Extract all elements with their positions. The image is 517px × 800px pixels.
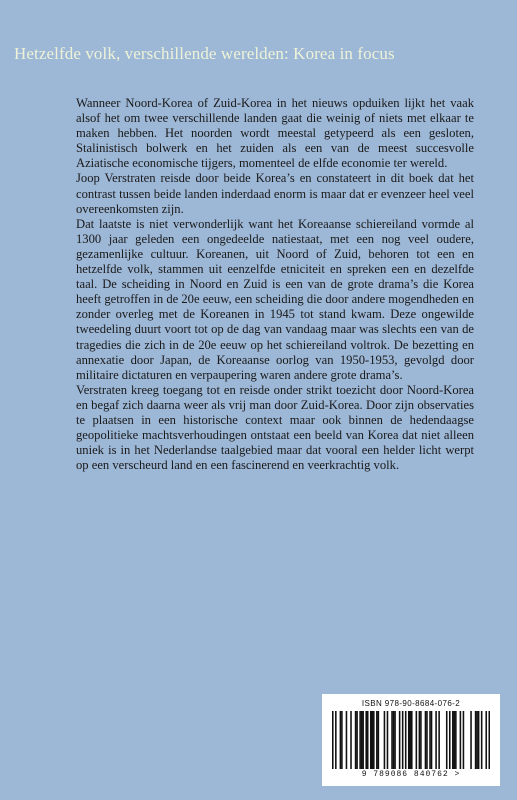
barcode-bar (481, 711, 483, 769)
barcode-bar (405, 711, 407, 769)
barcode-bar (376, 711, 378, 769)
barcode-bar (470, 711, 472, 769)
barcode-bar (438, 711, 440, 769)
barcode-bar (452, 711, 454, 769)
barcode-bar (359, 711, 361, 769)
barcode-bar (361, 711, 363, 769)
barcode-bar (454, 711, 456, 769)
barcode-bar (425, 711, 427, 769)
barcode-bar (367, 711, 369, 769)
barcode-bar (446, 711, 448, 769)
barcode-bar (408, 711, 410, 769)
barcode-bar (340, 711, 342, 769)
barcode-box (322, 694, 500, 786)
barcode-bar (426, 711, 428, 769)
barcode-bar (356, 711, 358, 769)
barcode-bar (341, 711, 343, 769)
barcode-bar (387, 711, 389, 769)
barcode-icon (332, 711, 490, 769)
barcode-bar (449, 711, 451, 769)
barcode-bar (416, 711, 418, 769)
barcode-bar (455, 711, 457, 769)
barcode-bar (402, 711, 404, 769)
barcode-bar (365, 711, 367, 769)
barcode-bar (429, 711, 431, 769)
barcode-bar (475, 711, 477, 769)
barcode-bar (332, 711, 334, 769)
barcode-bar (391, 711, 393, 769)
barcode-bar (476, 711, 478, 769)
blurb-text (76, 96, 474, 473)
blurb-paragraph: Verstraten kreeg toegang tot en reisde onder strikt toezicht door Noord-Korea en begaf zich daarna weer als vrij man door Zuid-Korea. Door zijn observaties te plaatsen in een historische context maar ook binnen de hedendaagse geopolitieke machtsverhoudingen ontstaat een beeld van Korea dat niet alleen uniek is in het Nederlandse taalgebied maar dat vooral een helder licht werpt op een verscheurd land en een fascinerend en veerkrachtig volk. (76, 382, 474, 473)
barcode-bar (460, 711, 462, 769)
barcode-bar (378, 711, 380, 769)
barcode-bar (393, 711, 395, 769)
barcode-bar (373, 711, 375, 769)
barcode-bar (411, 711, 413, 769)
barcode-bar (350, 711, 352, 769)
barcode-bar (335, 711, 337, 769)
barcode-bar (399, 711, 401, 769)
barcode-bar (362, 711, 364, 769)
cover-heading: Hetzelfde volk, verschillende werelden: Korea in focus (14, 44, 395, 63)
barcode-bar (346, 711, 348, 769)
barcode-bar (372, 711, 374, 769)
barcode-bar (431, 711, 433, 769)
barcode-bar (478, 711, 480, 769)
barcode-bar (384, 711, 386, 769)
blurb-paragraph: Dat laatste is niet verwonderlijk want het Koreaanse schiereiland vormde al 1300 jaar geleden een ongedeelde natiestaat, met een nog veel oudere, gezamenlijke cultuur. Koreanen, uit Noord of Zuid, behoren tot een en hetzelfde volk, stammen uit eenzelfde etniciteit en spreken een en dezelfde taal. De scheiding in Noord en Zuid is een van de grote drama’s die Korea heeft getroffen in de 20e eeuw, een scheiding die door andere mogendheden en zonder overleg met de Koreanen in 1945 tot stand kwam. Deze ongewilde tweedeling duurt voort tot op de dag van vandaag maar was slechts een van de tragedies die zich in de 20e eeuw op het schiereiland voltrok. De bezetting en annexatie door Japan, de Koreaanse oorlog van 1950-1953, gevolgd door militaire dictaturen en verpaupering waren andere grote drama’s. (76, 216, 474, 382)
barcode-bar (435, 711, 437, 769)
barcode-bar (409, 711, 411, 769)
barcode-bar (355, 711, 357, 769)
isbn-label: ISBN 978-90-8684-076-2 (361, 699, 461, 708)
barcode-bar (485, 711, 487, 769)
barcode-digits: 9 789086 840762 > (361, 770, 461, 779)
barcode-bar (370, 711, 372, 769)
barcode-bar (488, 711, 490, 769)
barcode-bar (463, 711, 465, 769)
blurb-paragraph: Wanneer Noord-Korea of Zuid-Korea in het nieuws opduiken lijkt het vaak alsof het om twee verschillende landen gaat die weinig of niets met elkaar te maken hebben. Het noorden wordt meestal getypeerd als een gesloten, Stalinistisch bolwerk en het zuiden als een van de meest succesvolle Aziatische economische tijgers, momenteel de elfde economie ter wereld. (76, 96, 474, 171)
barcode-bar (420, 711, 422, 769)
barcode-bar (394, 711, 396, 769)
blurb-paragraph: Joop Verstraten reisde door beide Korea’s en constateert in dit boek dat het contrast tussen beide landen inderdaad enorm is maar dat er evenzeer heel veel overeenkomsten zijn. (76, 171, 474, 216)
barcode-bar (419, 711, 421, 769)
